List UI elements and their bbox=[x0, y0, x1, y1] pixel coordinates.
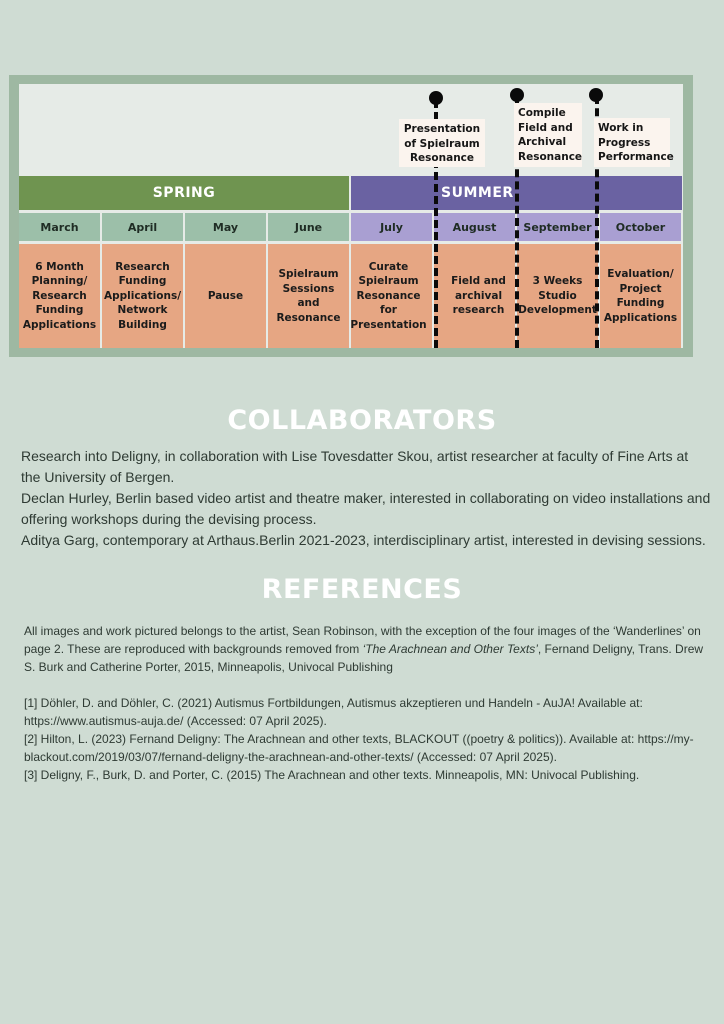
month-march: March bbox=[19, 213, 100, 241]
month-may: May bbox=[185, 213, 266, 241]
task-march: 6 Month Planning/ Research Funding Applications bbox=[19, 244, 100, 348]
task-may: Pause bbox=[185, 244, 266, 348]
task-june: Spielraum Sessions and Resonance bbox=[268, 244, 349, 348]
task-april: Research Funding Applications/ Network Building bbox=[102, 244, 183, 348]
image-credit-note: All images and work pictured belongs to the artist, Sean Robinson, with the exception of the four images of the ‘Wanderlines’ on page 2. These are reproduced with backgrounds removed from ‘The Arachnean and Other Texts’, Fernand Deligny, Trans. Drew S. Burk and Catherine Porter, 2015, Minneapolis, Univocal Publishing bbox=[24, 624, 704, 674]
task-august: Field and archival research bbox=[434, 244, 515, 348]
references-list bbox=[24, 622, 708, 784]
milestone-dot-presentation bbox=[429, 91, 443, 105]
milestone-performance: Work in Progress Performance bbox=[594, 118, 670, 167]
milestone-compile: Compile Field and Archival Resonance bbox=[514, 103, 582, 167]
collaborators-heading: COLLABORATORS bbox=[227, 405, 497, 436]
season-spring: SPRING bbox=[19, 176, 349, 210]
milestone-dot-compile bbox=[510, 88, 524, 102]
month-april: April bbox=[102, 213, 183, 241]
milestone-dot-performance bbox=[589, 88, 603, 102]
references-heading: REFERENCES bbox=[261, 574, 463, 605]
task-july: Curate Spielraum Resonance for Presentation bbox=[351, 244, 432, 348]
season-summer: SUMMER bbox=[351, 176, 682, 210]
reference-item: [1] Döhler, D. and Döhler, C. (2021) Autismus Fortbildungen, Autismus akzeptieren und Handeln - AuJA! Available at: https://www.autismus-auja.de/ (Accessed: 07 April 2025). bbox=[24, 696, 643, 728]
reference-item: [2] Hilton, L. (2023) Fernand Deligny: The Arachnean and other texts, BLACKOUT ((poetry & politics)). Available at: https://my-blackout.com/2019/03/07/fernand-deligny-the-arachnean-and-other-texts/ (Accessed: 07 April 2025). bbox=[24, 732, 694, 764]
task-october: Evaluation/ Project Funding Applications bbox=[600, 244, 681, 348]
task-september: 3 Weeks Studio Development bbox=[517, 244, 598, 348]
book-title: ‘The Arachnean and Other Texts’ bbox=[362, 642, 538, 656]
collaborators-list bbox=[21, 446, 711, 551]
month-october: October bbox=[600, 213, 681, 241]
milestone-presentation: Presentation of Spielraum Resonance bbox=[399, 119, 485, 167]
month-september: September bbox=[517, 213, 598, 241]
collaborator-item: Research into Deligny, in collaboration with Lise Tovesdatter Skou, artist researcher at faculty of Fine Arts at the University of Bergen. bbox=[21, 448, 689, 485]
month-july: July bbox=[351, 213, 432, 241]
reference-item: [3] Deligny, F., Burk, D. and Porter, C. (2015) The Arachnean and other texts. Minneapolis, MN: Univocal Publishing. bbox=[24, 768, 640, 782]
collaborator-item: Aditya Garg, contemporary at Arthaus.Berlin 2021-2023, interdisciplinary artist, interested in devising sessions. bbox=[21, 532, 706, 548]
collaborator-item: Declan Hurley, Berlin based video artist and theatre maker, interested in collaborating on video installations and offering workshops during the devising process. bbox=[21, 490, 711, 527]
month-june: June bbox=[268, 213, 349, 241]
month-august: August bbox=[434, 213, 515, 241]
